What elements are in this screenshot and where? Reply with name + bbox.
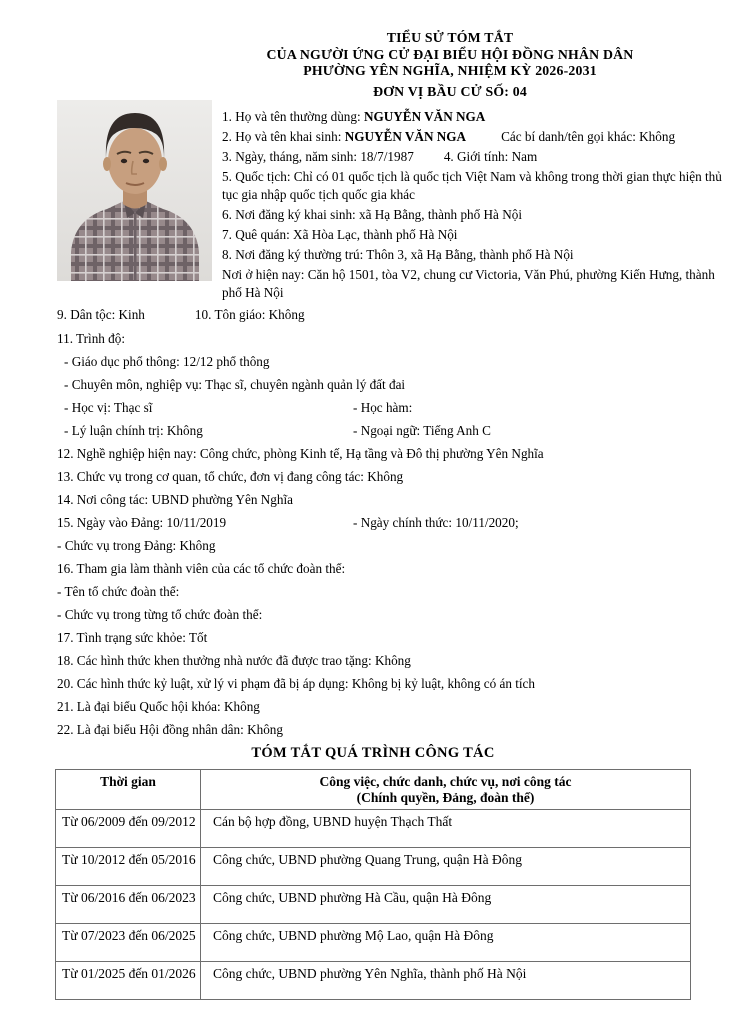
field-birth-name: 2. Họ và tên khai sinh: NGUYỄN VĂN NGA Các bí danh/tên gọi khác: Không	[222, 129, 676, 144]
table-row	[56, 848, 691, 886]
field-political-theory: - Lý luận chính trị: Không	[64, 423, 203, 438]
field-nationality: 5. Quốc tịch: Chỉ có 01 quốc tịch là quốc tịch Việt Nam và không trong thời gian thực hiện thủ tục gia nhập quốc tịch quốc gia khác	[222, 169, 722, 202]
top-section	[57, 100, 740, 304]
career-period: Từ 07/2023 đến 06/2025	[56, 924, 201, 962]
field-current-occupation: 12. Nghề nghiệp hiện nay: Công chức, phòng Kinh tế, Hạ tầng và Đô thị phường Yên Nghĩa	[57, 446, 544, 461]
column-header-job	[201, 770, 691, 810]
details-list	[57, 330, 700, 739]
common-name-value: NGUYỄN VĂN NGA	[363, 109, 486, 124]
career-position: Công chức, UBND phường Yên Nghĩa, thành phố Hà Nội	[201, 962, 691, 1000]
table-row	[56, 962, 691, 1000]
field-organization-name: - Tên tổ chức đoàn thể:	[57, 584, 180, 599]
field-religion: 10. Tôn giáo: Không	[194, 307, 305, 322]
portrait-illustration	[57, 100, 212, 281]
table-row	[56, 886, 691, 924]
field-alias: Các bí danh/tên gọi khác: Không	[501, 129, 676, 144]
personal-items	[222, 100, 722, 304]
election-unit-line: ĐƠN VỊ BẦU CỬ SỐ: 04	[373, 83, 527, 99]
field-peoples-council: 22. Là đại biểu Hội đồng nhân dân: Không	[57, 722, 283, 737]
birth-name-value: NGUYỄN VĂN NGA	[344, 129, 467, 144]
column-header-time: Thời gian	[56, 770, 201, 810]
career-period: Từ 01/2025 đến 01/2026	[56, 962, 201, 1000]
field-education-heading: 11. Trình độ:	[57, 331, 126, 346]
career-period: Từ 06/2016 đến 06/2023	[56, 886, 201, 924]
field-hometown: 7. Quê quán: Xã Hòa Lạc, thành phố Hà Nội	[222, 227, 458, 242]
field-ethnicity: 9. Dân tộc: Kinh	[57, 307, 145, 322]
document-header	[205, 0, 695, 100]
field-organizations-heading: 16. Tham gia làm thành viên của các tổ chức đoàn thể:	[57, 561, 346, 576]
candidate-photo	[57, 100, 212, 281]
field-current-position: 13. Chức vụ trong cơ quan, tổ chức, đơn vị đang công tác: Không	[57, 469, 404, 484]
field-national-assembly: 21. Là đại biểu Quốc hội khóa: Không	[57, 699, 260, 714]
field-party-official-date: - Ngày chính thức: 10/11/2020;	[353, 515, 519, 530]
doc-title-line1: TIỂU SỬ TÓM TẮT	[386, 30, 514, 45]
field-birthdate-gender	[222, 148, 722, 166]
table-row	[56, 924, 691, 962]
field-birth-registration: 6. Nơi đăng ký khai sinh: xã Hạ Bằng, thành phố Hà Nội	[222, 207, 522, 222]
field-academic-title: - Học hàm:	[353, 400, 413, 415]
career-table-header-row	[56, 770, 691, 810]
field-permanent-residence: 8. Nơi đăng ký thường trú: Thôn 3, xã Hạ Bằng, thành phố Hà Nội	[222, 247, 574, 262]
field-disciplinary-record: 20. Các hình thức kỷ luật, xử lý vi phạm đã bị áp dụng: Không bị kỷ luật, không có án tích	[57, 676, 535, 691]
field-common-name: 1. Họ và tên thường dùng: NGUYỄN VĂN NGA	[222, 109, 486, 124]
field-party-join-date: 15. Ngày vào Đảng: 10/11/2019	[57, 515, 227, 530]
field-state-awards: 18. Các hình thức khen thưởng nhà nước đã được trao tặng: Không	[57, 653, 411, 668]
column-header-job-line1: Công việc, chức danh, chức vụ, nơi công tác	[319, 774, 572, 789]
field-professional: - Chuyên môn, nghiệp vụ: Thạc sĩ, chuyên ngành quản lý đất đai	[64, 377, 406, 392]
table-row	[56, 810, 691, 848]
field-workplace: 14. Nơi công tác: UBND phường Yên Nghĩa	[57, 492, 293, 507]
field-gender: 4. Giới tính: Nam	[443, 149, 538, 164]
field-degree: - Học vị: Thạc sĩ	[64, 400, 153, 415]
career-period: Từ 06/2009 đến 09/2012	[56, 810, 201, 848]
field-health-status: 17. Tình trạng sức khỏe: Tốt	[57, 630, 208, 645]
career-position: Công chức, UBND phường Quang Trung, quận Hà Đông	[201, 848, 691, 886]
field-party-position: - Chức vụ trong Đảng: Không	[57, 538, 216, 553]
field-general-education: - Giáo dục phổ thông: 12/12 phổ thông	[64, 354, 270, 369]
career-table	[55, 769, 691, 1000]
field-current-residence: Nơi ở hiện nay: Căn hộ 1501, tòa V2, chung cư Victoria, Văn Phú, phường Kiến Hưng, thành phố Hà Nội	[222, 267, 715, 300]
career-position: Công chức, UBND phường Hà Cầu, quận Hà Đông	[201, 886, 691, 924]
career-position: Cán bộ hợp đồng, UBND huyện Thạch Thất	[201, 810, 691, 848]
field-foreign-language: - Ngoại ngữ: Tiếng Anh C	[353, 423, 491, 438]
career-position: Công chức, UBND phường Mộ Lao, quận Hà Đông	[201, 924, 691, 962]
field-organization-position: - Chức vụ trong từng tổ chức đoàn thể:	[57, 607, 263, 622]
doc-title-line3: PHƯỜNG YÊN NGHĨA, NHIỆM KỲ 2026-2031	[303, 63, 597, 78]
field-birthdate: 3. Ngày, tháng, năm sinh: 18/7/1987	[222, 149, 414, 164]
ethnicity-religion-line	[57, 306, 740, 324]
career-table-title: TÓM TẮT QUÁ TRÌNH CÔNG TÁC	[251, 745, 495, 761]
career-period: Từ 10/2012 đến 05/2016	[56, 848, 201, 886]
doc-title-line2: CỦA NGƯỜI ỨNG CỬ ĐẠI BIỂU HỘI ĐỒNG NHÂN DÂN	[266, 46, 634, 62]
column-header-job-line2: (Chính quyền, Đảng, đoàn thể)	[356, 790, 535, 805]
